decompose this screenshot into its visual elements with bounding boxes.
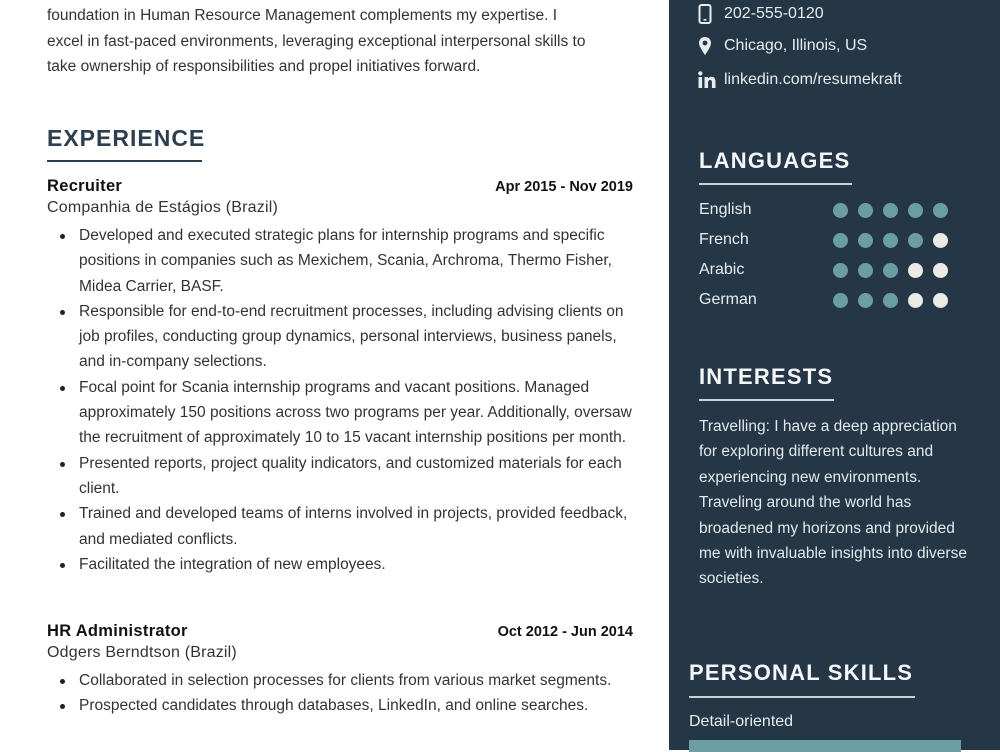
experience-heading-rule	[47, 160, 202, 162]
skill-bar-fill	[689, 740, 961, 752]
interests-heading: INTERESTS	[699, 364, 834, 389]
rating-dot-filled	[858, 263, 873, 278]
skill-bar	[689, 740, 961, 752]
experience-heading: EXPERIENCE	[47, 125, 206, 151]
rating-dot-filled	[858, 233, 873, 248]
personal-skills-heading: PERSONAL SKILLS	[689, 660, 914, 685]
interests-heading-rule	[699, 399, 834, 401]
rating-dot-empty	[933, 263, 948, 278]
summary-line: take ownership of responsibilities and propel initiatives forward.	[47, 58, 481, 75]
job-bullets	[47, 223, 633, 577]
bullet-item: Responsible for end-to-end recruitment processes, including advising clients on job profiles, conducting group dynamics, personal interviews, business panels, and in-company selections.	[47, 299, 633, 375]
job-dates: Apr 2015 - Nov 2019	[495, 179, 633, 195]
rating-dot-filled	[883, 233, 898, 248]
language-row	[699, 289, 979, 313]
summary-line: excel in fast-paced environments, leveraging exceptional interpersonal skills to	[47, 32, 586, 50]
rating-dot-filled	[883, 263, 898, 278]
job-bullets	[47, 668, 633, 719]
language-rating	[833, 233, 958, 248]
linkedin-icon	[698, 71, 718, 89]
languages-heading: LANGUAGES	[699, 148, 851, 173]
contact-phone	[698, 2, 824, 26]
language-name: English	[699, 201, 752, 218]
rating-dot-empty	[908, 263, 923, 278]
language-name: German	[699, 291, 757, 308]
rating-dot-filled	[833, 293, 848, 308]
linkedin-link[interactable]: linkedin.com/resumekraft	[724, 71, 902, 88]
bullet-item: Presented reports, project quality indicators, and customized materials for each client.	[47, 451, 633, 502]
language-row	[699, 199, 979, 223]
job-company: Odgers Berndtson (Brazil)	[47, 644, 237, 661]
interests-text: Travelling: I have a deep appreciation for exploring different cultures and experiencing new environments. Traveling around the world has broadened my horizons and provided me with invaluable insights into diverse societies.	[699, 418, 967, 588]
profile-summary	[47, 3, 647, 80]
bullet-item: Focal point for Scania internship programs and vacant positions. Managed approximately 150 positions across two programs per year. Additionally, oversaw the recruitment of approximately 10 to 15 vacant internship positions per month.	[47, 375, 633, 451]
language-row	[699, 259, 979, 283]
language-rating	[833, 263, 958, 278]
job-title: HR Administrator	[47, 622, 188, 640]
job-title: Recruiter	[47, 177, 123, 195]
rating-dot-filled	[883, 293, 898, 308]
rating-dot-filled	[933, 203, 948, 218]
rating-dot-empty	[933, 293, 948, 308]
sidebar	[669, 0, 1000, 750]
contact-location	[698, 34, 867, 58]
rating-dot-filled	[833, 233, 848, 248]
rating-dot-filled	[858, 293, 873, 308]
rating-dot-filled	[833, 203, 848, 218]
job-dates: Oct 2012 - Jun 2014	[497, 624, 633, 640]
bullet-item: Prospected candidates through databases, LinkedIn, and online searches.	[47, 693, 633, 718]
contact-linkedin[interactable]	[698, 68, 902, 92]
rating-dot-filled	[883, 203, 898, 218]
rating-dot-empty	[908, 293, 923, 308]
languages-heading-rule	[699, 183, 852, 185]
location-text: Chicago, Illinois, US	[724, 37, 868, 54]
map-pin-icon	[698, 36, 718, 56]
phone-text: 202-555-0120	[724, 5, 824, 22]
language-rating	[833, 203, 958, 218]
language-name: Arabic	[699, 261, 745, 278]
rating-dot-filled	[908, 203, 923, 218]
bullet-item: Trained and developed teams of interns involved in projects, provided feedback, and mediated conflicts.	[47, 501, 633, 552]
phone-icon	[698, 4, 718, 24]
bullet-item: Collaborated in selection processes for clients from various market segments.	[47, 668, 633, 693]
rating-dot-filled	[833, 263, 848, 278]
personal-skills-heading-rule	[689, 696, 915, 698]
language-name: French	[699, 231, 749, 248]
rating-dot-filled	[908, 233, 923, 248]
summary-line: foundation in Human Resource Management complements my expertise. I	[47, 7, 558, 24]
bullet-item: Facilitated the integration of new employees.	[47, 552, 633, 577]
rating-dot-filled	[858, 203, 873, 218]
job-company: Companhia de Estágios (Brazil)	[47, 199, 278, 216]
language-rating	[833, 293, 958, 308]
skill-label: Detail-oriented	[689, 713, 794, 730]
language-row	[699, 229, 979, 253]
bullet-item: Developed and executed strategic plans for internship programs and specific positions in companies such as Mexichem, Scania, Archroma, Thermo Fisher, Midea Carrier, BASF.	[47, 223, 633, 299]
rating-dot-empty	[933, 233, 948, 248]
